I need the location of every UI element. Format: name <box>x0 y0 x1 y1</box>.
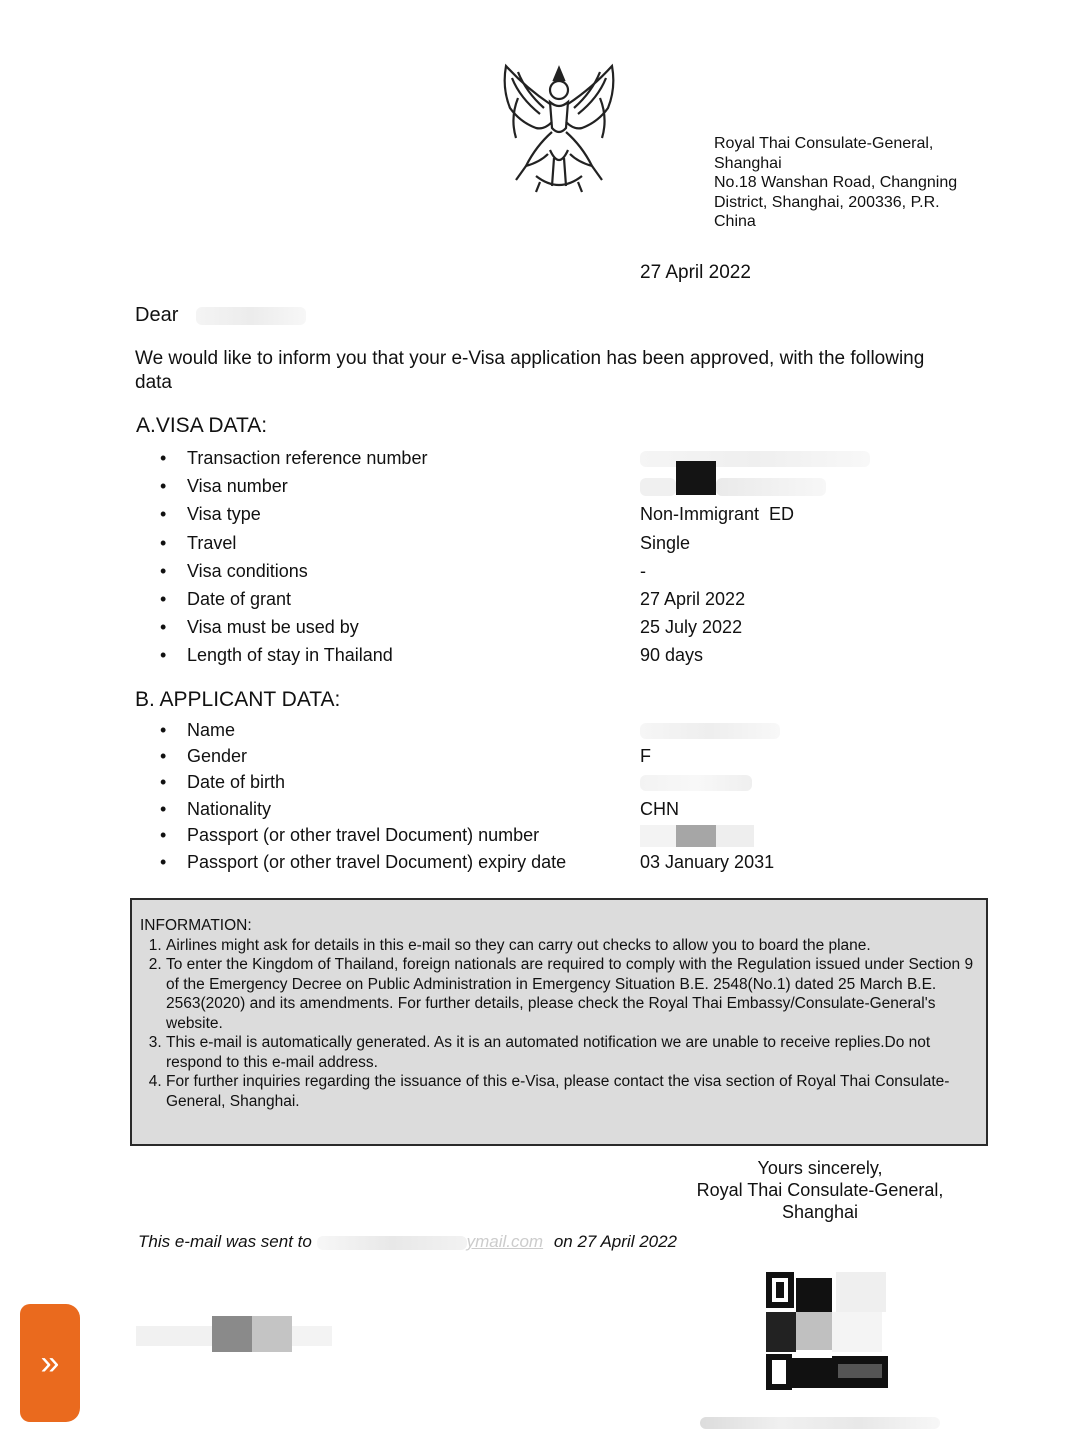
visa-data-title: A.VISA DATA: <box>136 414 268 437</box>
row-label: Name <box>187 720 236 740</box>
row-value: 90 days <box>640 645 704 665</box>
greeting <box>135 304 306 327</box>
applicant-row-nationality <box>160 799 980 823</box>
visa-row-used-by <box>160 617 980 641</box>
bullet: • <box>160 561 167 581</box>
intro-paragraph: We would like to inform you that your e-Visa application has been approved, with the following data <box>135 348 925 393</box>
double-chevron-right-icon: » <box>40 1343 60 1382</box>
row-label: Visa must be used by <box>187 617 359 637</box>
information-box <box>130 898 988 1146</box>
information-item: 2. To enter the Kingdom of Thailand, foreign nationals are required to comply with the Regulation issued under Section 9 of the Emergency Decree on Public Administration in Emergency Situation B.E. 2548(No.1) dated 25 March B.E. 2563(2020) and its amendments. For further details, please check the Royal Thai Embassy/Consulate-General's website. <box>166 955 978 1033</box>
closing-line: Shanghai <box>781 1202 859 1222</box>
information-title: INFORMATION: <box>140 917 252 934</box>
visa-row-travel <box>160 533 980 557</box>
row-label: Visa type <box>187 504 261 524</box>
bullet: • <box>160 504 167 524</box>
row-label: Gender <box>187 746 248 766</box>
bullet: • <box>160 476 167 496</box>
redacted-value <box>640 448 870 469</box>
applicant-row-name <box>160 720 980 744</box>
closing-signature <box>680 1157 960 1223</box>
row-label: Nationality <box>187 799 272 819</box>
information-list <box>140 936 978 1112</box>
applicant-row-passport-number <box>160 825 980 849</box>
bullet: • <box>160 448 167 468</box>
bullet: • <box>160 720 167 740</box>
redacted-value <box>640 476 826 497</box>
row-label: Transaction reference number <box>187 448 428 468</box>
visa-row-stay <box>160 645 980 669</box>
visa-row-type <box>160 504 980 528</box>
redacted-footer-code <box>700 1414 940 1429</box>
redacted-name <box>196 307 306 325</box>
row-label: Date of grant <box>187 589 292 609</box>
row-label: Travel <box>187 533 237 553</box>
information-item: 4. For further inquiries regarding the issuance of this e-Visa, please contact the visa section of Royal Thai Consulate-General, Shanghai. <box>166 1072 978 1111</box>
applicant-row-dob <box>160 772 980 796</box>
bullet: • <box>160 533 167 553</box>
row-value: F <box>640 746 651 766</box>
row-value: Non-Immigrant ED <box>640 504 795 524</box>
row-value: - <box>640 561 646 581</box>
visa-row-grant <box>160 589 980 613</box>
row-value: CHN <box>640 799 679 819</box>
redacted-email <box>317 1236 467 1250</box>
consulate-address <box>714 134 1004 232</box>
row-label: Visa conditions <box>187 561 308 581</box>
redacted-value <box>640 825 754 847</box>
information-item: 3. This e-mail is automatically generated. As it is an automated notification we are unable to receive replies.Do not respond to this e-mail address. <box>166 1033 978 1072</box>
bullet: • <box>160 746 167 766</box>
closing-line: Yours sincerely, <box>757 1158 883 1178</box>
visa-row-transaction <box>160 448 980 472</box>
sent-email[interactable]: ymail.com <box>466 1232 544 1251</box>
address-line: China <box>714 213 756 230</box>
row-value: Single <box>640 533 691 553</box>
sent-suffix: on 27 April 2022 <box>553 1232 678 1251</box>
closing-line: Royal Thai Consulate-General, <box>696 1180 944 1200</box>
bullet: • <box>160 589 167 609</box>
visa-row-number <box>160 476 980 500</box>
applicant-row-passport-expiry <box>160 852 980 876</box>
bullet: • <box>160 772 167 792</box>
bullet: • <box>160 645 167 665</box>
address-line: No.18 Wanshan Road, Changning <box>714 174 958 191</box>
bullet: • <box>160 799 167 819</box>
row-value: 27 April 2022 <box>640 589 746 609</box>
address-line: District, Shanghai, 200336, P.R. <box>714 193 940 211</box>
redacted-reference <box>136 1316 336 1354</box>
sent-note <box>138 1232 677 1252</box>
sent-prefix: This e-mail was sent to <box>138 1232 312 1251</box>
side-expand-button[interactable] <box>20 1304 80 1422</box>
redacted-value <box>640 772 752 793</box>
greeting-text: Dear <box>135 304 179 326</box>
letter-date: 27 April 2022 <box>640 262 751 283</box>
address-line: Shanghai <box>714 154 782 172</box>
redacted-value <box>640 720 780 741</box>
row-label: Date of birth <box>187 772 286 792</box>
address-line: Royal Thai Consulate-General, <box>714 135 934 152</box>
applicant-row-gender <box>160 746 980 770</box>
bullet: • <box>160 852 167 872</box>
row-label: Passport (or other travel Document) expiry date <box>187 852 567 872</box>
row-value: 03 January 2031 <box>640 852 775 872</box>
row-label: Passport (or other travel Document) number <box>187 825 540 845</box>
row-value: 25 July 2022 <box>640 617 743 637</box>
information-item: 1. Airlines might ask for details in this e-mail so they can carry out checks to allow you to board the plane. <box>166 936 978 956</box>
row-label: Visa number <box>187 476 288 496</box>
bullet: • <box>160 617 167 637</box>
garuda-emblem <box>496 58 622 198</box>
visa-row-conditions <box>160 561 980 585</box>
qr-code <box>766 1272 888 1390</box>
row-label: Length of stay in Thailand <box>187 645 393 665</box>
bullet: • <box>160 825 167 845</box>
applicant-data-title: B. APPLICANT DATA: <box>135 688 341 711</box>
